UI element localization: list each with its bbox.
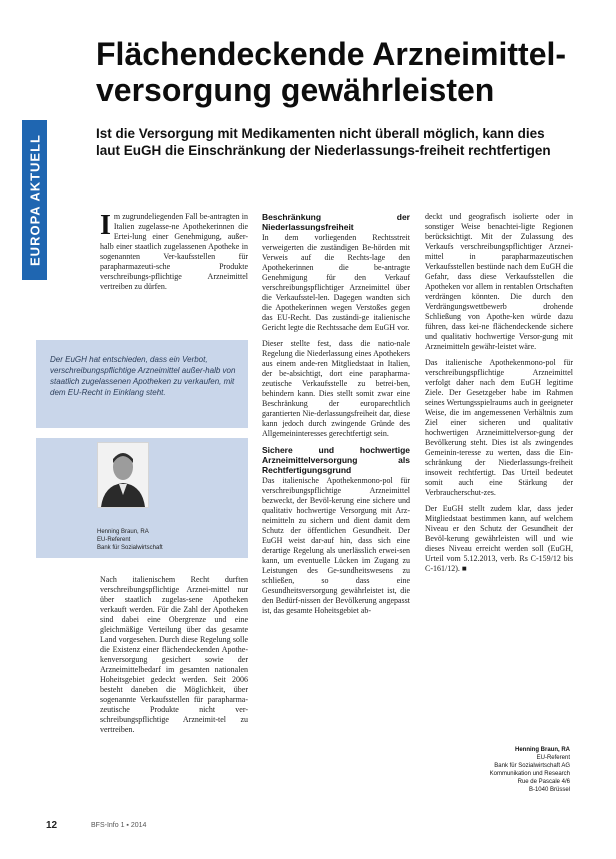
pull-quote: Der EuGH hat entschieden, dass ein Verbot, verschreibungspflichtige Arzneimittel außer-halb von staatlich zugelassenen Apotheken zu verkaufen, mit dem EU-Recht in Einklang steht. xyxy=(50,355,236,397)
caption-org: Bank für Sozialwirtschaft xyxy=(97,545,163,551)
author-photo xyxy=(97,442,149,508)
bio-dept: Kommunikation und Research xyxy=(489,771,570,777)
column-1-body xyxy=(100,575,248,741)
bio-role: EU-Referent xyxy=(536,755,570,761)
pull-quote-box xyxy=(36,340,248,428)
column-1-intro xyxy=(100,212,248,298)
col2-paragraph-1: In dem vorliegenden Rechtsstreit verweigerten die zuständigen Be-hörden mit Verweis auf die Rechts-lage den Apothekerinnen die be-antragte Genehmigung für den Verkauf verschreibungspflichtiger Arzneimittel über die Verkaufsstel-len. Dagegen wandten sich die Apothekerinnen wegen Verstoßes gegen das EU-Recht. Das zuständi-ge italienische Gericht legte die Rechtssache dem EuGH vor. xyxy=(262,233,410,332)
portrait-image xyxy=(98,443,148,507)
author-bio xyxy=(470,746,570,794)
column-3 xyxy=(425,212,573,580)
section-tab xyxy=(22,120,47,280)
page-number: 12 xyxy=(46,820,58,831)
intro-text: m zugrundeliegenden Fall be-antragten in Italien zugelasse-ne Apothekerinnen die Ertei-lung einer Genehmigung, außer-halb einer staatlich zugelassenen Apotheke in sogenannten Ver-kaufsstellen für parapharmazeuti-sche Produkte verschreibungs-pflichtige Arzneimittel vertreiben zu dürfen. xyxy=(100,212,248,291)
col1-paragraph: Nach italienischem Recht durften verschreibungspflichtige Arznei-mittel nur über staatlich zugelas-sene Apotheken verkauft werden. Für die Zahl der Apotheken sind dabei eine Obergrenze und eine gleichmäßige Verteilung über das gesamte Land vorgesehen. Durch diese Regelung solle die Existenz einer flächendeckenden Apothe-kenversorgung gesichert sowie der Arzneimittelbedarf im gesamten nationalen Hoheitsgebiet gedeckt werden. Seit 2006 besteht daneben die Möglichkeit, über sogenannte Verkaufsstellen für parapharma-zeutische Produkte nicht ver-schreibungspflichtige Arzneimit-tel zu vertreiben. xyxy=(100,575,248,734)
caption-role: EU-Referent xyxy=(97,537,131,543)
bio-city: B-1040 Brüssel xyxy=(528,787,570,793)
caption-name: Henning Braun, RA xyxy=(97,529,149,535)
article-headline: Flächendeckende Arzneimittel-versorgung gewährleisten xyxy=(96,36,567,108)
bio-street: Rue de Pascale 4/6 xyxy=(517,779,570,785)
col2-paragraph-3: Das italienische Apothekenmono-pol für verschreibungspflichtige Arzneimittel bezweckt, der Bevöl-kerung eine sichere und qualitativ hochwertige Versorgung mit Arz-neimitteln zu sichern und dient damit dem Schutz der öffentlichen Gesundheit. Der EuGH weist dar-auf hin, dass sich eine derartige Regelung als unerlässlich erwei-sen kann, um eventuelle Lücken im Zugang zu Leistungen des Ge-sundheitswesens zu schließen, so dass eine Gesundheitsversorgung gewährleistet ist, die den Bedürf-nissen der Bevölkerung angepasst ist, das gesamte Hoheitsgebiet ab- xyxy=(262,476,410,615)
bio-org: Bank für Sozialwirtschaft AG xyxy=(494,763,570,769)
subheading-justification: Sichere und hochwertige Arzneimittelversorgung als Rechtfertigungsgrund xyxy=(262,445,410,475)
drop-cap: I xyxy=(100,210,111,241)
photo-caption xyxy=(97,528,237,552)
column-2 xyxy=(262,212,410,622)
article-lead: Ist die Versorgung mit Medikamenten nicht überall möglich, kann dies laut EuGH die Einschränkung der Niederlassungs-freiheit rechtfertigen xyxy=(96,126,551,158)
bio-name: Henning Braun, RA xyxy=(515,747,570,753)
subheading-restriction: Beschränkung der Niederlassungsfreiheit xyxy=(262,212,410,232)
col3-paragraph-3: Der EuGH stellt zudem klar, dass jeder Mitgliedstaat bestimmen kann, auf welchem Niveau er den Schutz der Gesundheit der Bevöl-kerung gewährleisten will und wie dieses Niveau erreicht werden soll (EuGH, Urteil vom 5.12.2013, verb. Rs C-159/12 bis C-161/12). ■ xyxy=(425,504,573,573)
section-tab-label: EUROPA AKTUELL xyxy=(27,134,42,266)
col3-paragraph-2: Das italienische Apothekenmono-pol für verschreibungspflichtige Arzneimittel verfolgt daher nach dem EuGH legitime Ziele. Der Gesetzgeber habe im Rahmen seines Wertungsspielraums auch in geeigneter Weise, die im angemessenen Verhältnis zum Ziel einer sicheren und qualitativ hochwertigen Arzneimittelversor-gung der Bevölkerung steht. Dies ist als zwingendes Gemeinin-teresse zu werten, dass die Ein-schränkung der Niederlassungs-freiheit insoweit rechtfertigt. Das Urteil bedeutet somit auch eine Stärkung der Verbraucherschut-zes. xyxy=(425,358,573,497)
intro-paragraph xyxy=(100,212,248,292)
col3-paragraph-1: deckt und geografisch isolierte oder in sonstiger Weise benachtei-ligte Regionen berücksichtigt. Mit der Zulassung des Verkaufs verschreibungspflichtiger Arznei-mittel in parapharmazeutischen Verkaufsstellen bestünde nach dem EuGH die Gefahr, dass diese Verkaufsstellen die Apotheken vor allem in rentablen Ortschaften verdrängen könnten. Die durch den Verdrängungswettbewerb drohende Schließung von Apothe-ken würde dazu führen, dass kei-ne flächendeckende sichere und qualitativ hochwertige Versor-gung mit Arzneimitteln gewähr-leistet wäre. xyxy=(425,212,573,351)
col2-paragraph-2: Dieser stellte fest, dass die natio-nale Regelung die Niederlassung eines Apothekers aus einem ande-ren Mitgliedstaat in Italien, der be-absichtigt, dort eine parapharma-zeutische Verkaufsstelle zu betrei-ben, behindern kann. Dies stellt somit zwar eine Beschränkung der europarechtlich garantierten Nie-derlassungsfreiheit dar, diese kann jedoch durch zwingende Gründe des Allgemeininteresses gerechtfertigt sein. xyxy=(262,339,410,438)
issue-label: BFS-Info 1 ▪ 2014 xyxy=(91,822,147,829)
